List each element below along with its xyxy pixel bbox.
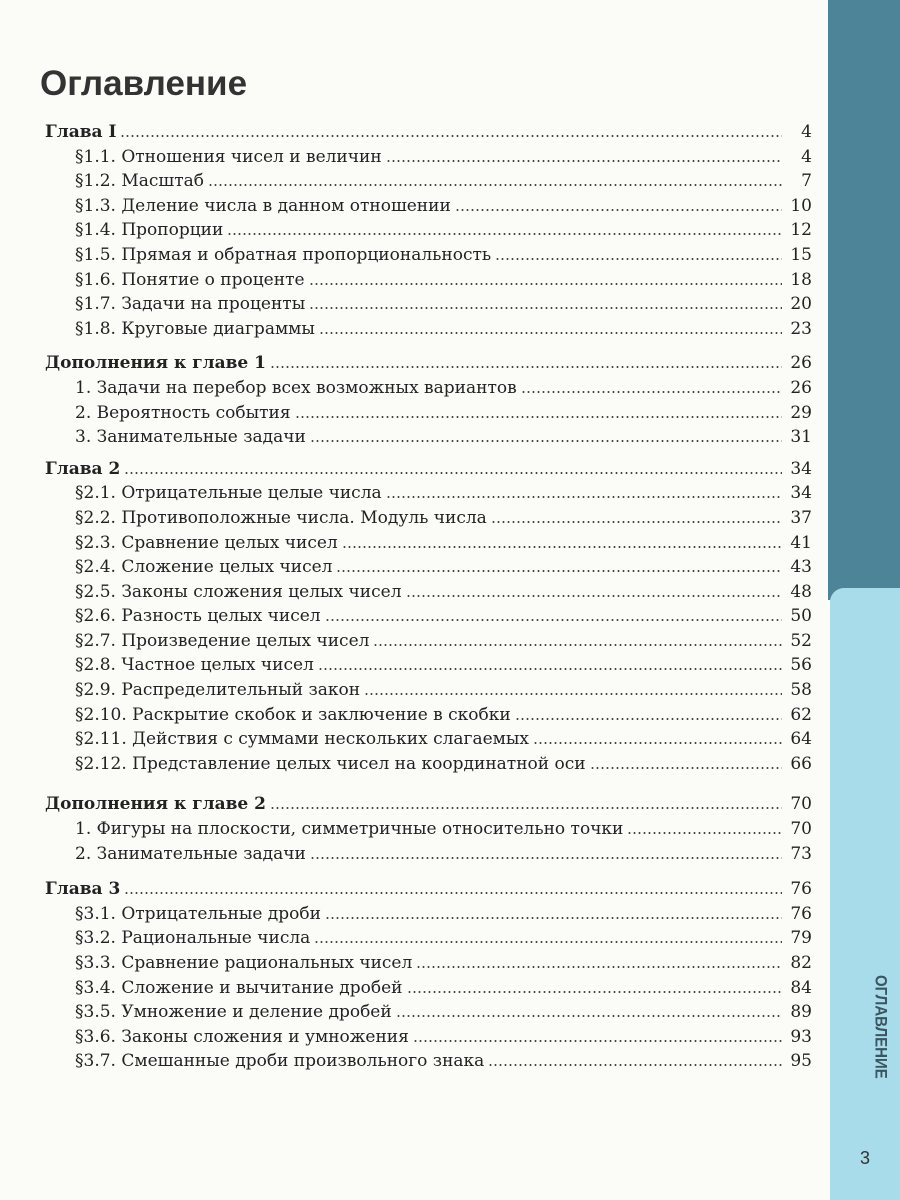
- toc-entry-title: Дополнения к главе 1: [45, 353, 266, 374]
- dot-leader: [342, 546, 782, 548]
- toc-entry-title: Глава 2: [45, 458, 121, 479]
- dot-leader: [318, 668, 782, 670]
- toc-entry-title: §2.5. Законы сложения целых чисел: [75, 581, 402, 602]
- dot-leader: [208, 184, 782, 186]
- toc-chapter-entry[interactable]: [45, 877, 812, 902]
- toc-section-entry[interactable]: [45, 951, 812, 976]
- dot-leader: [309, 307, 782, 309]
- dot-leader: [325, 619, 782, 621]
- toc-entry-title: §3.3. Сравнение рациональных чисел: [75, 953, 413, 973]
- toc-entry-title: §1.3. Деление числа в данном отношении: [75, 195, 451, 216]
- toc-entry-title: §2.10. Раскрытие скобок и заключение в скобки: [75, 704, 511, 725]
- dot-leader: [319, 332, 782, 334]
- toc-entry-title: §2.9. Распределительный закон: [75, 680, 361, 701]
- dot-leader: [310, 857, 782, 859]
- toc-page-number: 34: [790, 458, 812, 479]
- toc-page-number: 20: [790, 294, 812, 315]
- dot-leader: [491, 521, 782, 523]
- toc-section-entry[interactable]: [45, 169, 812, 194]
- toc-page-number: 15: [790, 244, 812, 265]
- toc-entry-title: §1.1. Отношения чисел и величин: [75, 146, 382, 167]
- toc-page-number: 52: [790, 630, 812, 651]
- toc-section-entry[interactable]: [45, 481, 812, 506]
- dot-leader: [407, 991, 783, 993]
- side-tab-light: [830, 588, 900, 1200]
- toc-page-number: 62: [790, 704, 812, 725]
- dot-leader: [396, 1015, 782, 1017]
- dot-leader: [386, 160, 782, 162]
- toc-page-number: 70: [790, 819, 812, 840]
- toc-entry-title: §3.1. Отрицательные дроби: [75, 903, 321, 924]
- toc-entry-title: 1. Задачи на перебор всех возможных вариантов: [75, 377, 517, 398]
- toc-chapter-entry[interactable]: [45, 457, 812, 482]
- toc-section-entry[interactable]: [45, 653, 812, 678]
- toc-entry-title: §1.7. Задачи на проценты: [75, 294, 306, 315]
- dot-leader: [124, 892, 782, 894]
- toc-section-entry[interactable]: [45, 842, 812, 867]
- toc-section-entry[interactable]: [45, 604, 812, 629]
- toc-section-entry[interactable]: [45, 292, 812, 317]
- dot-leader: [325, 917, 782, 919]
- toc-group: [45, 351, 812, 449]
- toc-section-entry[interactable]: [45, 376, 812, 401]
- toc-page-number: 64: [790, 729, 812, 750]
- toc-section-entry[interactable]: [45, 506, 812, 531]
- toc-page-number: 89: [790, 1002, 812, 1023]
- dot-leader: [515, 718, 782, 720]
- toc-section-entry[interactable]: [45, 1025, 812, 1050]
- toc-entry-title: §3.6. Законы сложения и умножения: [75, 1026, 409, 1047]
- toc-page-number: 26: [790, 377, 812, 398]
- side-tab-label: ОГЛАВЛЕНИЕ: [871, 975, 890, 1079]
- dot-leader: [386, 496, 782, 498]
- toc-page-number: 70: [790, 794, 812, 815]
- toc-entry-title: §2.1. Отрицательные целые числа: [75, 483, 382, 504]
- toc-entry-title: §1.5. Прямая и обратная пропорциональность: [75, 244, 492, 265]
- toc-page-number: 79: [790, 928, 812, 949]
- toc-entry-title: §2.3. Сравнение целых чисел: [75, 532, 338, 553]
- toc-entry-title: §3.4. Сложение и вычитание дробей: [75, 977, 403, 998]
- toc-entry-title: 3. Занимательные задачи: [75, 427, 306, 448]
- toc-chapter-entry[interactable]: [45, 792, 812, 817]
- toc-section-entry[interactable]: [45, 727, 812, 752]
- toc-page-number: 76: [790, 903, 812, 924]
- toc-entry-title: Глава I: [45, 122, 117, 142]
- toc-entry-title: §2.6. Разность целых чисел: [75, 606, 321, 627]
- toc-chapter-entry[interactable]: [45, 120, 812, 145]
- dot-leader: [488, 1064, 782, 1066]
- toc-section-entry[interactable]: [45, 629, 812, 654]
- toc-section-entry[interactable]: [45, 194, 812, 219]
- toc-page-number: 84: [790, 977, 812, 998]
- toc-page-number: 56: [790, 655, 812, 676]
- toc-section-entry[interactable]: [45, 555, 812, 580]
- toc-group: [45, 120, 812, 341]
- toc-section-entry[interactable]: [45, 817, 812, 842]
- toc-page-number: 41: [790, 532, 812, 553]
- toc-page-number: 93: [790, 1026, 812, 1047]
- dot-leader: [455, 209, 782, 211]
- toc-page-number: 10: [790, 195, 812, 216]
- dot-leader: [227, 233, 782, 235]
- toc-page-number: 58: [790, 680, 812, 701]
- toc-page-number: 66: [790, 753, 812, 774]
- toc-entry-title: Глава 3: [45, 879, 121, 900]
- dot-leader: [521, 391, 782, 393]
- dot-leader: [295, 416, 782, 418]
- toc-page-number: 48: [790, 581, 812, 602]
- toc-section-entry[interactable]: [45, 145, 812, 170]
- toc-entry-title: §2.2. Противоположные числа. Модуль числа: [75, 507, 487, 528]
- dot-leader: [364, 693, 782, 695]
- dot-leader: [416, 966, 782, 968]
- toc-section-entry[interactable]: [45, 317, 812, 342]
- toc-section-entry[interactable]: [45, 425, 812, 450]
- toc-entry-title: §3.7. Смешанные дроби произвольного знака: [75, 1051, 485, 1072]
- dot-leader: [314, 941, 782, 943]
- toc-entry-title: §3.2. Рациональные числа: [75, 928, 311, 949]
- toc-page-number: 43: [790, 557, 812, 578]
- toc-section-entry[interactable]: [45, 902, 812, 927]
- toc-page-number: 50: [790, 606, 812, 627]
- toc-entry-title: §2.8. Частное целых чисел: [75, 655, 314, 676]
- toc-group: [45, 792, 812, 866]
- toc-page-number: 76: [790, 879, 812, 900]
- toc-entry-title: §3.5. Умножение и деление дробей: [75, 1002, 392, 1023]
- table-of-contents: [45, 120, 812, 1074]
- toc-page-number: 82: [790, 953, 812, 973]
- toc-entry-title: §1.4. Пропорции: [75, 220, 224, 241]
- dot-leader: [590, 767, 782, 769]
- side-tab-dark: [828, 0, 900, 600]
- toc-entry-title: Дополнения к главе 2: [45, 794, 266, 815]
- dot-leader: [533, 742, 782, 744]
- dot-leader: [413, 1040, 782, 1042]
- toc-page-number: 7: [801, 171, 812, 192]
- toc-entry-title: 2. Вероятность события: [75, 402, 291, 423]
- dot-leader: [270, 366, 782, 368]
- page-title: Оглавление: [40, 64, 248, 103]
- dot-leader: [336, 570, 782, 572]
- toc-entry-title: §2.12. Представление целых чисел на координатной оси: [75, 753, 586, 774]
- toc-entry-title: 2. Занимательные задачи: [75, 843, 306, 864]
- toc-group: [45, 457, 812, 777]
- dot-leader: [270, 807, 782, 809]
- toc-entry-title: §2.4. Сложение целых чисел: [75, 557, 333, 578]
- toc-group: [45, 877, 812, 1074]
- toc-section-entry[interactable]: [45, 1049, 812, 1074]
- dot-leader: [627, 832, 782, 834]
- dot-leader: [309, 283, 782, 285]
- toc-entry-title: 1. Фигуры на плоскости, симметричные относительно точки: [75, 819, 624, 840]
- toc-page-number: 29: [790, 402, 812, 423]
- toc-entry-title: §2.7. Произведение целых чисел: [75, 630, 370, 651]
- toc-section-entry[interactable]: [45, 703, 812, 728]
- toc-page-number: 26: [790, 353, 812, 374]
- toc-section-entry[interactable]: [45, 976, 812, 1001]
- toc-page-number: 37: [790, 507, 812, 528]
- toc-page-number: 95: [790, 1051, 812, 1072]
- toc-section-entry[interactable]: [45, 678, 812, 703]
- toc-section-entry[interactable]: [45, 243, 812, 268]
- toc-section-entry[interactable]: [45, 752, 812, 777]
- toc-page-number: 73: [790, 843, 812, 864]
- toc-page-number: 31: [790, 427, 812, 448]
- toc-entry-title: §1.2. Масштаб: [75, 171, 204, 192]
- toc-entry-title: §1.6. Понятие о проценте: [75, 269, 305, 290]
- toc-entry-title: §2.11. Действия с суммами нескольких слагаемых: [75, 729, 529, 750]
- toc-section-entry[interactable]: [45, 1000, 812, 1025]
- toc-chapter-entry[interactable]: [45, 351, 812, 376]
- toc-section-entry[interactable]: [45, 580, 812, 605]
- toc-section-entry[interactable]: [45, 268, 812, 293]
- toc-page-number: 12: [790, 220, 812, 241]
- toc-entry-title: §1.8. Круговые диаграммы: [75, 318, 315, 339]
- toc-page-number: 23: [790, 318, 812, 339]
- dot-leader: [120, 135, 782, 137]
- dot-leader: [310, 440, 782, 442]
- dot-leader: [124, 472, 782, 474]
- toc-section-entry[interactable]: [45, 531, 812, 556]
- toc-page-number: 34: [790, 483, 812, 504]
- toc-section-entry[interactable]: [45, 401, 812, 426]
- page-number: 3: [860, 1148, 871, 1168]
- toc-section-entry[interactable]: [45, 218, 812, 243]
- dot-leader: [373, 644, 782, 646]
- dot-leader: [406, 595, 782, 597]
- toc-page-number: 4: [801, 122, 812, 142]
- dot-leader: [495, 258, 782, 260]
- toc-section-entry[interactable]: [45, 926, 812, 951]
- toc-page-number: 18: [790, 269, 812, 290]
- toc-page-number: 4: [801, 146, 812, 167]
